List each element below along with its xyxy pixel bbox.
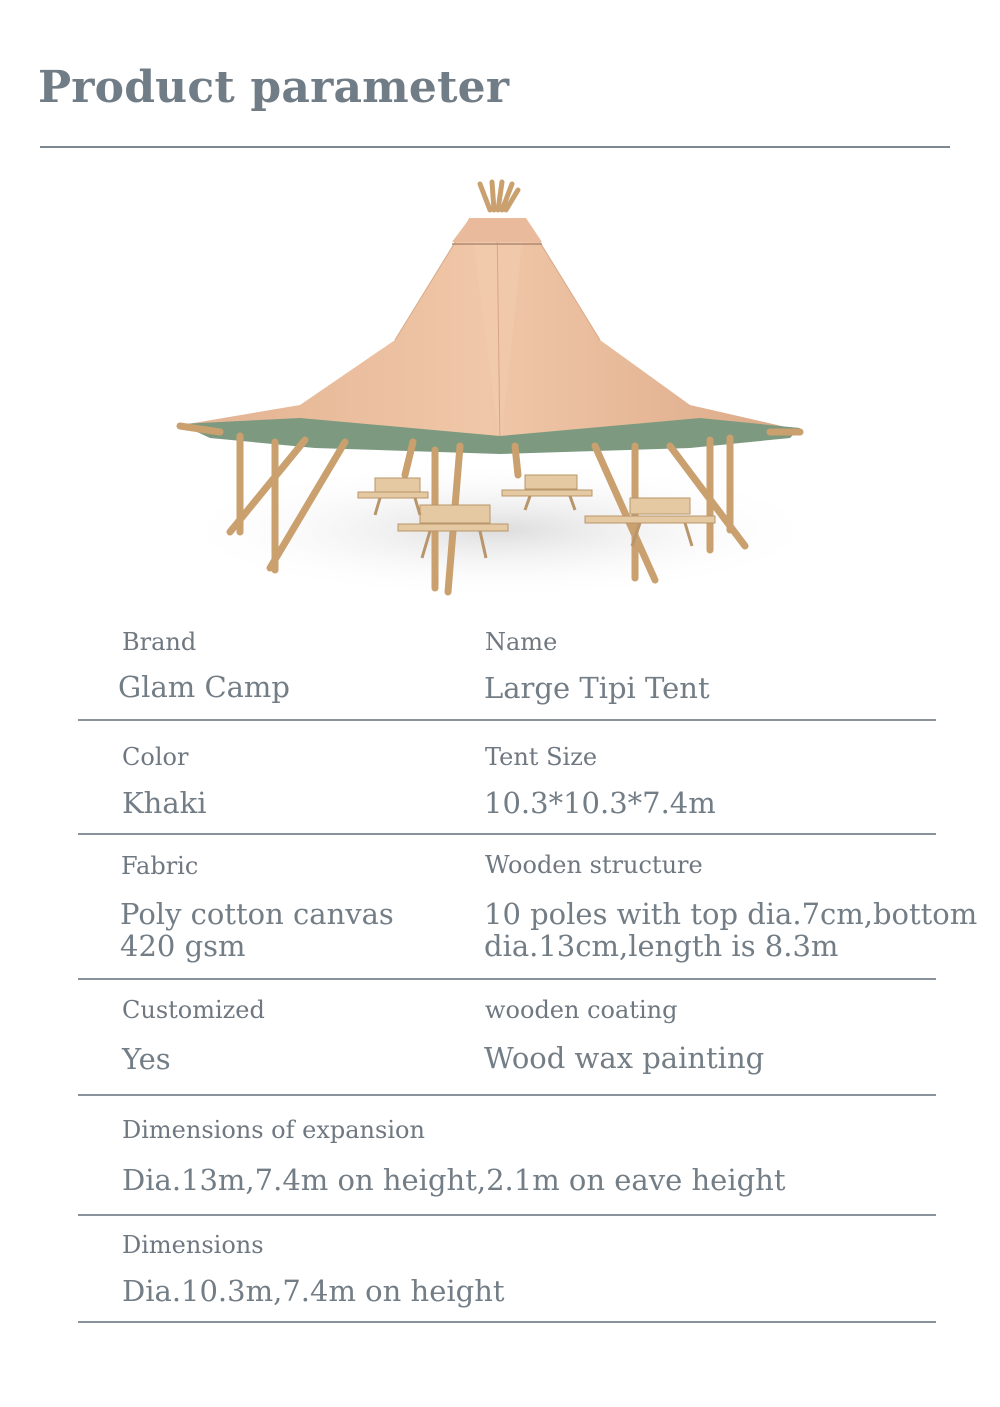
wooden-structure-value-line1: 10 poles with top dia.7cm,bottom [484, 897, 978, 931]
wooden-coating-label: wooden coating [485, 996, 678, 1024]
row-divider [78, 1321, 936, 1323]
dimensions-label: Dimensions [122, 1231, 264, 1259]
name-label: Name [485, 628, 558, 656]
fabric-value-line1: Poly cotton canvas [120, 897, 394, 931]
fabric-value-line2: 420 gsm [120, 929, 246, 963]
fabric-label: Fabric [121, 852, 199, 880]
product-image [130, 170, 870, 610]
tipi-tent-icon [130, 170, 870, 610]
wooden-coating-value: Wood wax painting [484, 1041, 765, 1075]
brand-value: Glam Camp [118, 670, 290, 704]
color-label: Color [122, 743, 189, 771]
name-value: Large Tipi Tent [484, 671, 710, 705]
brand-label: Brand [122, 628, 197, 656]
wooden-structure-value-line2: dia.13cm,length is 8.3m [484, 929, 839, 963]
wooden-structure-label: Wooden structure [485, 851, 703, 879]
page-title: Product parameter [38, 62, 510, 113]
dimensions-of-expansion-label: Dimensions of expansion [122, 1116, 425, 1144]
row-divider [78, 978, 936, 980]
tent-size-label: Tent Size [485, 743, 598, 771]
customized-label: Customized [122, 996, 265, 1024]
row-divider [78, 1214, 936, 1216]
pole-tips [480, 182, 518, 210]
row-divider [78, 1094, 936, 1096]
title-divider [40, 146, 950, 148]
tent-size-value: 10.3*10.3*7.4m [484, 786, 716, 820]
color-value: Khaki [122, 786, 207, 820]
row-divider [78, 833, 936, 835]
customized-value: Yes [122, 1042, 171, 1076]
row-divider [78, 719, 936, 721]
dimensions-value: Dia.10.3m,7.4m on height [122, 1274, 505, 1308]
dimensions-of-expansion-value: Dia.13m,7.4m on height,2.1m on eave height [122, 1163, 786, 1197]
